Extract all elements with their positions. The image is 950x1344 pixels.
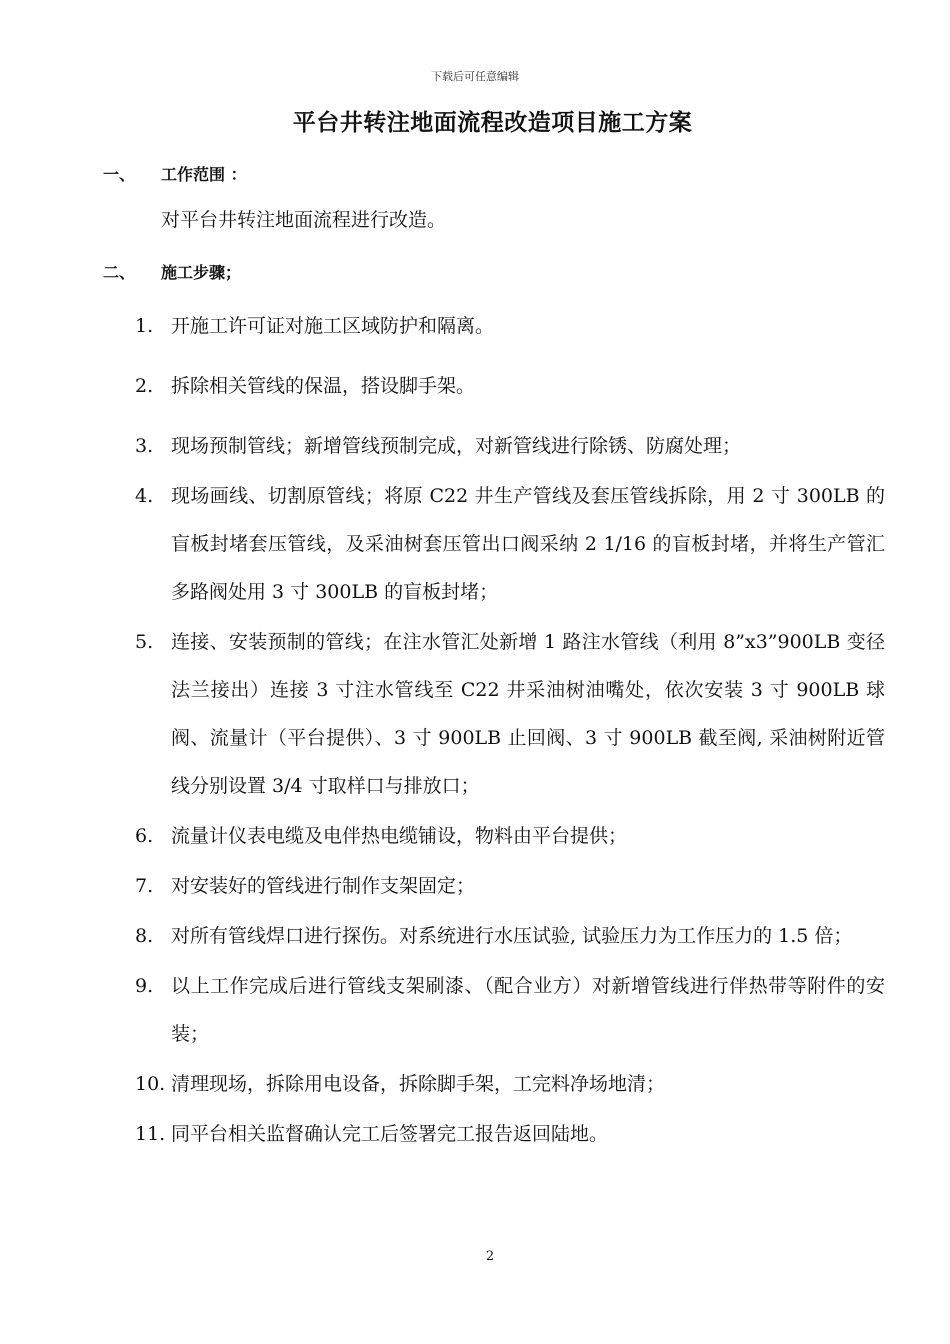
step-text: 现场画线、切割原管线；将原 C22 井生产管线及套压管线拆除，用 2 寸 300LB 的盲板封堵套压管线，及采油树套压管出口阀采纳 2 1/16 的盲板封堵，并将生产管汇多路阀处用 3 寸 300LB 的盲板封堵； — [171, 485, 885, 603]
document-title: 平台井转注地面流程改造项目施工方案 — [292, 109, 693, 136]
step-number: 3. — [135, 435, 154, 457]
step-number: 2. — [135, 375, 154, 397]
page-number: 2 — [485, 1249, 495, 1264]
step-item — [135, 912, 885, 960]
step-item — [135, 362, 885, 410]
section-heading-text: 施工步骤； — [161, 263, 242, 282]
step-number: 10. — [135, 1073, 166, 1095]
step-item — [135, 962, 885, 1058]
section-heading-steps — [103, 260, 241, 283]
step-item — [135, 812, 885, 860]
section-heading-scope — [103, 162, 247, 185]
step-number: 4. — [135, 485, 154, 507]
scope-paragraph: 对平台井转注地面流程进行改造。 — [161, 209, 447, 231]
section-number: 一、 — [103, 165, 136, 184]
step-text: 对所有管线焊口进行探伤。对系统进行水压试验, 试验压力为工作压力的 1.5 倍； — [171, 925, 853, 947]
section-heading-text: 工作范围 ： — [161, 165, 247, 184]
step-item — [135, 472, 885, 616]
step-text: 拆除相关管线的保温，搭设脚手架。 — [171, 375, 476, 397]
step-text: 对安装好的管线进行制作支架固定； — [171, 875, 476, 897]
step-number: 11. — [135, 1123, 166, 1145]
header-note: 下载后可任意编辑 — [431, 70, 519, 83]
construction-steps-list — [135, 302, 885, 1158]
step-text: 以上工作完成后进行管线支架刷漆、（配合业方）对新增管线进行伴热带等附件的安装； — [171, 975, 885, 1045]
step-number: 9. — [135, 975, 154, 997]
step-item — [135, 618, 885, 810]
step-item — [135, 1060, 885, 1108]
step-text: 连接、安装预制的管线；在注水管汇处新增 1 路注水管线（利用 8”x3”900LB 变径法兰接出）连接 3 寸注水管线至 C22 井采油树油嘴处，依次安装 3 寸 900LB 球阀、流量计（平台提供）、3 寸 900LB 止回阀、3 寸 900LB 截至阀, 采油树附近管线分别设置 3/4 寸取样口与排放口； — [171, 631, 885, 797]
step-text: 同平台相关监督确认完工后签署完工报告返回陆地。 — [171, 1123, 609, 1145]
step-number: 5. — [135, 631, 154, 653]
step-item — [135, 862, 885, 910]
step-number: 7. — [135, 875, 154, 897]
step-text: 清理现场，拆除用电设备，拆除脚手架，工完料净场地清； — [171, 1073, 666, 1095]
step-text: 流量计仪表电缆及电伴热电缆铺设，物料由平台提供； — [171, 825, 628, 847]
step-text: 开施工许可证对施工区域防护和隔离。 — [171, 315, 495, 337]
step-number: 8. — [135, 925, 154, 947]
section-number: 二、 — [103, 263, 136, 282]
step-number: 6. — [135, 825, 154, 847]
step-item — [135, 302, 885, 350]
step-item — [135, 1110, 885, 1158]
step-text: 现场预制管线；新增管线预制完成，对新管线进行除锈、防腐处理； — [171, 435, 742, 457]
step-item — [135, 422, 885, 470]
step-number: 1. — [135, 315, 154, 337]
